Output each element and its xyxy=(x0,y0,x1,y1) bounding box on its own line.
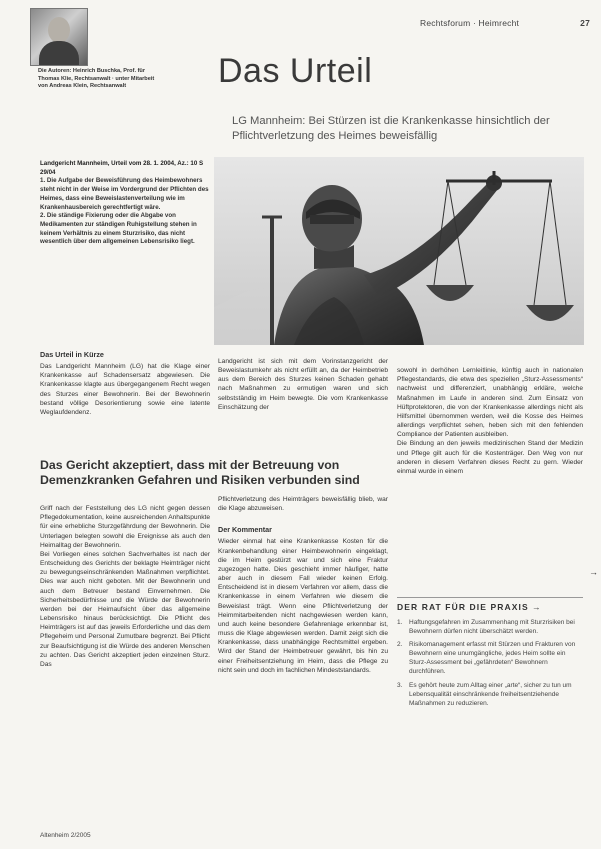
justitia-photo xyxy=(214,157,584,345)
advice-item: 2. Risikomanagement erfasst mit Stürzen und Frakturen von Bewohnern eine unumgängliche, jedes Heim sollte ein Sturz-Assessment bei „gefährdeten“ Bewohnern durchführen. xyxy=(397,641,576,676)
advice-box xyxy=(397,597,583,712)
column-3-text: sowohl in derhöhen Lernleitlinie, künftig auch in nationalen Pflegestandards, die etwa des speziellen „Sturz-Assessments“ nachweist und differenziert, unabhängig erkläre, welche Maßnahmen im Laufe in anderen sind. Zum Einsatz von Hüftprotektoren, die von der Krankenkasse allerdings nicht als Hilfsmittel übernommen werden, weil die Kosse des Heimes allerdings verpflichtet sehen, heben sich mit den fehlenden Compliance der Patienten ausbleiben. Die Bindung an den jeweils medizinischen Stand der Medizin und Pflege gilt auch für die Kostenträger. Den Weg von nur anderen in diesem Verfahren dieses Recht zu gern. Wieder einmal wurde in einem xyxy=(397,367,583,475)
commentary-text: Wieder einmal hat eine Krankenkasse Kosten für die Krankenbehandlung einer Heimbewohnerin eingeklagt, die im Heim gestürzt war und sich eine Fraktur zugezogen hatte. Dies geschieht immer häufiger, hatte aber auch in diesem Fall wieder keinen Erfolg. Entscheidend ist in diesem Verfahren vor allem, dass die Krankenkasse in einem Verfahren wie diesem die Beweislast trägt. Wenn eine Pflichtverletzung der Heimmitarbeitenden nicht nachgewiesen werden kann, und auch keine besondere Gefahrenlage erkennbar ist, muss die Klage abgewiesen werden. Damit zeigt sich die Krankenkasse, dass unabhängige Rechtsmittel ergeben. Wird der Stand der Heimbetreuer gewährt, bis hin zu einer Freiheitsentziehung im Heim, dass die Pflege zu nicht sein und doch im fachlichen Mindeststandards. xyxy=(218,538,388,674)
article-subtitle: LG Mannheim: Bei Stürzen ist die Krankenkasse hinsichtlich der Pflichtverletzung des Heimes beweisfällig xyxy=(232,115,550,142)
running-header xyxy=(420,18,590,28)
justitia-illustration xyxy=(214,157,584,345)
verdict-point-2: 2. Die ständige Fixierung oder die Abgabe von Medikamenten zur ständigen Ruhigstellung stehen in keinem Verhältnis zu einem Sturzrisiko, das nicht wesentlich über dem allgemeinen Lebensrisiko liegt. xyxy=(40,212,197,246)
advice-item: 1. Haftungsgefahren im Zusammenhang mit Sturzrisiken bei Bewohnern dürfen nicht überschätzt werden. xyxy=(397,619,575,636)
commentary-heading: Der Kommentar xyxy=(218,525,272,535)
author-face xyxy=(48,17,70,43)
column-2b-text: Pflichtverletzung des Heimträgers beweisfällig blieb, war die Klage abzuweisen. xyxy=(218,496,388,513)
column-1 xyxy=(40,350,210,417)
article-title: Das Urteil xyxy=(218,52,373,90)
footer-source: Altenheim 2/2005 xyxy=(40,832,91,839)
summary-text: Das Landgericht Mannheim (LG) hat die Klage einer Krankenkasse auf Schadensersatz abgewiesen. Die Krankenkasse klagte aus übergegangenem Recht wegen des Sturzes einer Bewohnerin. Bei der Bewohnerin bestand völlige Desorientierung sowie eine latente Weglaufdendenz. xyxy=(40,363,210,416)
continue-arrow: → xyxy=(589,567,598,577)
author-caption: Die Autoren: Heinrich Buschka, Prof. für Thomas Klie, Rechtsanwalt · unter Mitarbeit von Andreas Klein, Rechtsanwalt xyxy=(38,68,155,89)
pull-headline: Das Gericht akzeptiert, dass mit der Betreuung von Demenzkranken Gefahren und Risiken verbunden sind xyxy=(40,458,360,487)
column-2 xyxy=(218,357,388,412)
advice-heading: DER RAT FÜR DIE PRAXIS → xyxy=(397,597,583,612)
section-label: Rechtsforum · Heimrecht xyxy=(420,18,520,28)
column-2b xyxy=(218,495,388,675)
column-1b xyxy=(40,495,210,678)
verdict-point-1: 1. Die Aufgabe der Beweisführung des Heimbewohners steht nicht in der Weise im Vordergrund der Pflichten des Heimes, dass eine Beweislastenverteilung wie im Krankenhausbereich gerechtfertigt wäre. xyxy=(40,177,209,211)
author-body xyxy=(39,41,79,65)
column-1b-text: Griff nach der Feststellung des LG nicht gegen dessen Pflegedokumentation, keine ausreichenden Anhaltspunkte für eine erhebliche Sturzgefährdung der Bewohnerin. Die Unterlagen belegten sowohl die Ereignisse als auch den Heimalltag der Bewohnerin. Bei Vorliegen eines solchen Sachverhaltes ist nach der Entscheidung des Gerichts der beklagte Heimträger nicht zu bewegungseinschränkenden Maßnahmen verpflichtet. Dies war auch nicht geboten. Mit der Bewohnerin und auch dem Betreuer bestand Einvernehmen. Die Sicherheitsbedürfnisse und die Würde der Bewohnerin werden bei der Heimaufsicht über das allgemeine Lebensrisiko hinaus berücksichtigt. Die Pflicht des Heimträgers ist auf das jeweils Erforderliche und das dem Pflegeheim und Personal Zumutbare begrenzt. Bei Pflicht zur Beaufsichtigung ist die Würde des anderen Menschen zu achten. Das Gericht akzeptiert jeden einzelnen Sturz. Das xyxy=(40,505,210,668)
advice-item: 3. Es gehört heute zum Alltag einer „arte“, sicher zu tun um Lebensqualität einschränkende freiheitsentziehende Maßnahmen zu reduzieren. xyxy=(397,681,572,707)
column-3 xyxy=(397,357,583,485)
page-number: 27 xyxy=(580,18,590,28)
verdict-heading: Landgericht Mannheim, Urteil vom 28. 1. 2004, Az.: 10 S 29/04 xyxy=(40,160,204,176)
summary-heading: Das Urteil in Kürze xyxy=(40,350,104,359)
author-photo xyxy=(30,8,88,66)
verdict-box xyxy=(40,160,212,247)
advice-list xyxy=(397,618,583,708)
column-2-text: Landgericht ist sich mit dem Vorinstanzgericht der Beweislastumkehr als nicht erfüllt an, da der Heimbetrieb aus dem Bereich des Sturzes keinen Schaden gehabt nach Maßnahmen zu ermutigen waren und sich selbstständig im Heim bewegte. Die vom Krankenkasse Einschätzung der xyxy=(218,358,388,411)
